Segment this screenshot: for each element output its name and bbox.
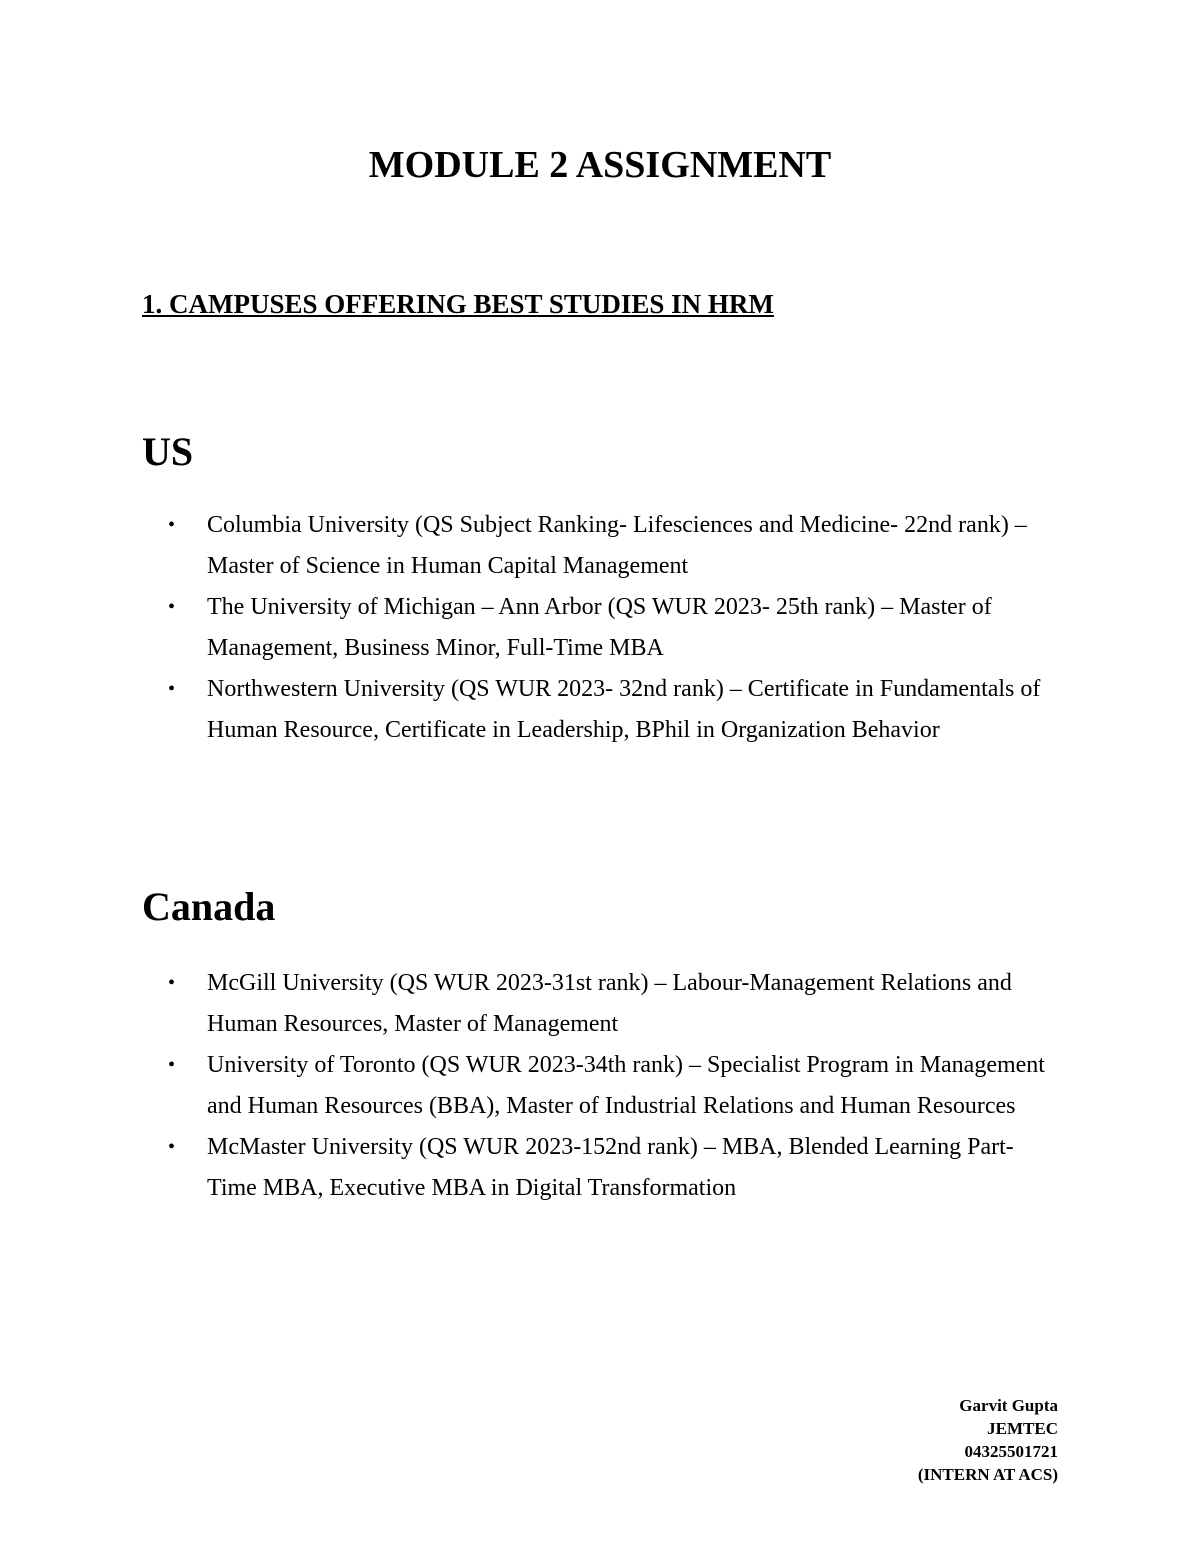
university-entry: Columbia University (QS Subject Ranking- Lifesciences and Medicine- 22nd rank) – Master of Science in Human Capital Management (207, 512, 1027, 579)
list-item (162, 1045, 1062, 1127)
list-item (162, 669, 1062, 751)
author-role: (INTERN AT ACS) (917, 1465, 1058, 1484)
author-institution: JEMTEC (987, 1419, 1058, 1438)
country-heading-canada: Canada (142, 884, 276, 929)
list-item (162, 963, 1062, 1045)
bullet-icon: • (168, 678, 176, 700)
list-item (162, 505, 1062, 587)
author-block (918, 1394, 1058, 1486)
bullet-icon: • (168, 972, 176, 994)
university-entry: Northwestern University (QS WUR 2023- 32nd rank) – Certificate in Fundamentals of Human Resource, Certificate in Leadership, BPhil in Organization Behavior (207, 676, 1041, 743)
document-title: MODULE 2 ASSIGNMENT (368, 144, 832, 186)
bullet-icon: • (168, 1054, 176, 1076)
university-entry: McGill University (QS WUR 2023-31st rank) – Labour-Management Relations and Human Resources, Master of Management (207, 970, 1012, 1037)
list-item (162, 1127, 1062, 1209)
country-heading-us: US (142, 429, 194, 474)
author-name: Garvit Gupta (959, 1396, 1058, 1415)
list-item (162, 587, 1062, 669)
section-heading: 1. CAMPUSES OFFERING BEST STUDIES IN HRM (142, 289, 774, 319)
university-entry: The University of Michigan – Ann Arbor (QS WUR 2023- 25th rank) – Master of Management, Business Minor, Full-Time MBA (207, 594, 992, 661)
author-id-number: 04325501721 (964, 1442, 1058, 1461)
university-entry: McMaster University (QS WUR 2023-152nd rank) – MBA, Blended Learning Part-Time MBA, Executive MBA in Digital Transformation (207, 1134, 1014, 1201)
bullet-icon: • (168, 514, 176, 536)
university-list-us (162, 505, 1062, 751)
bullet-icon: • (168, 1136, 176, 1158)
university-list-canada (162, 963, 1062, 1209)
bullet-icon: • (168, 596, 176, 618)
university-entry: University of Toronto (QS WUR 2023-34th rank) – Specialist Program in Management and Human Resources (BBA), Master of Industrial Relations and Human Resources (207, 1052, 1045, 1119)
